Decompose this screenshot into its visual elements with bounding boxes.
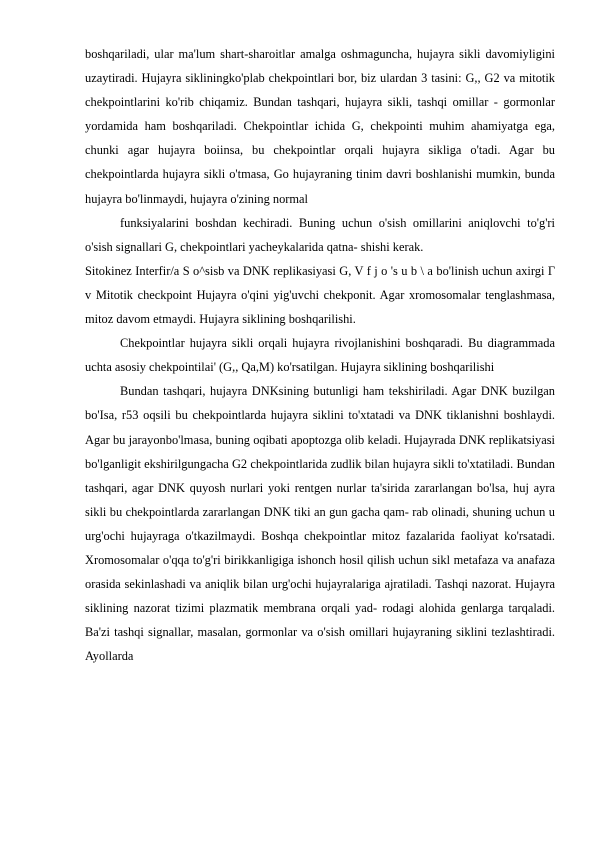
paragraph-diagram-caption: Sitokinez Interfir/a S o^sisb va DNK replikasiyasi G, V f j o 's u b \ a bo'linish uchun axirgi Γ v Mitotik checkpoint Hujayra o'qini yig'uvchi chekponit. Agar xromosomalar tenglashmasa, mitoz davom etmaydi. Hujayra siklining boshqarilishi.: [85, 263, 555, 327]
paragraph-growth-signals: funksiyalarini boshdan kechiradi. Buning uchun o'sish omillarini aniqlovchi to'g'ri o'sish signallari G, chekpointlari yacheykalarida qatna- shishi kerak.: [85, 215, 555, 254]
paragraph-checkpoints-diagram: Chekpointlar hujayra sikli orqali hujayra rivojlanishini boshqaradi. Bu diagrammada uchta asosiy chekpointilai' (G,, Qa,M) ko'rsatilgan. Hujayra siklining boshqarilishi: [85, 336, 555, 375]
document-page: [85, 42, 555, 668]
paragraph-cell-cycle-control: boshqariladi, ular ma'lum shart-sharoitlar amalga oshmaguncha, hujayra sikli davomiyligini uzaytiradi. Hujayra sikliningko'plab chekpointlari bor, biz ulardan 3 tasini: G,, G2 va mitotik chekpointlarini ko'rib chiqamiz. Bundan tashqari, hujayra sikli, tashqi omillar - gormonlar yordamida ham boshqariladi. Chekpointlar ichida G, chekpointi muhim ahamiyatga ega, chunki agar hujayra boiinsa, bu chekpointlar orqali hujayra sikliga o'tadi. Agar bu chekpointlarda hujayra sikli o'tmasa, Go hujayraning tinim davri boshlanishi mumkin, bunda hujayra bo'linmaydi, hujayra o'zining normal: [85, 47, 555, 206]
paragraph-dna-integrity: Bundan tashqari, hujayra DNKsining butunligi ham tekshiriladi. Agar DNK buzilgan bo'Isa, r53 oqsili bu chekpointlarda hujayra siklini to'xtatadi va DNK tiklanishni boshlaydi. Agar bu jarayonbo'lmasa, buning oqibati apoptozga olib keladi. Hujayrada DNK replikatsiyasi bo'lganligit ekshirilgungacha G2 chekpointlarida zudlik bilan hujayra sikli to'xtatiladi. Bundan tashqari, agar DNK quyosh nurlari yoki rentgen nurlar ta'sirida zararlangan bo'lsa, huj ayra sikli bu chekpointlarda zararlangan DNK tiki an gun gacha qam- rab olinadi, shuning uchun u urg'ochi hujayraga o'tkazilmaydi. Boshqa chekpointlar mitoz fazalarida faoliyat ko'rsatadi. Xromosomalar o'qqa to'g'ri birikkanligiga ishonch hosil qilish uchun sikl metafaza va anafaza orasida sekinlashadi va aniqlik bilan urg'ochi hujayralariga ajratiladi. Tashqi nazorat. Hujayra siklining nazorat tizimi plazmatik membrana orqali yad- rodagi alohida genlarga tarqaladi. Ba'zi tashqi signallar, masalan, gormonlar va o'sish omillari hujayraning siklini tezlashtiradi. Ayollarda: [85, 384, 555, 664]
